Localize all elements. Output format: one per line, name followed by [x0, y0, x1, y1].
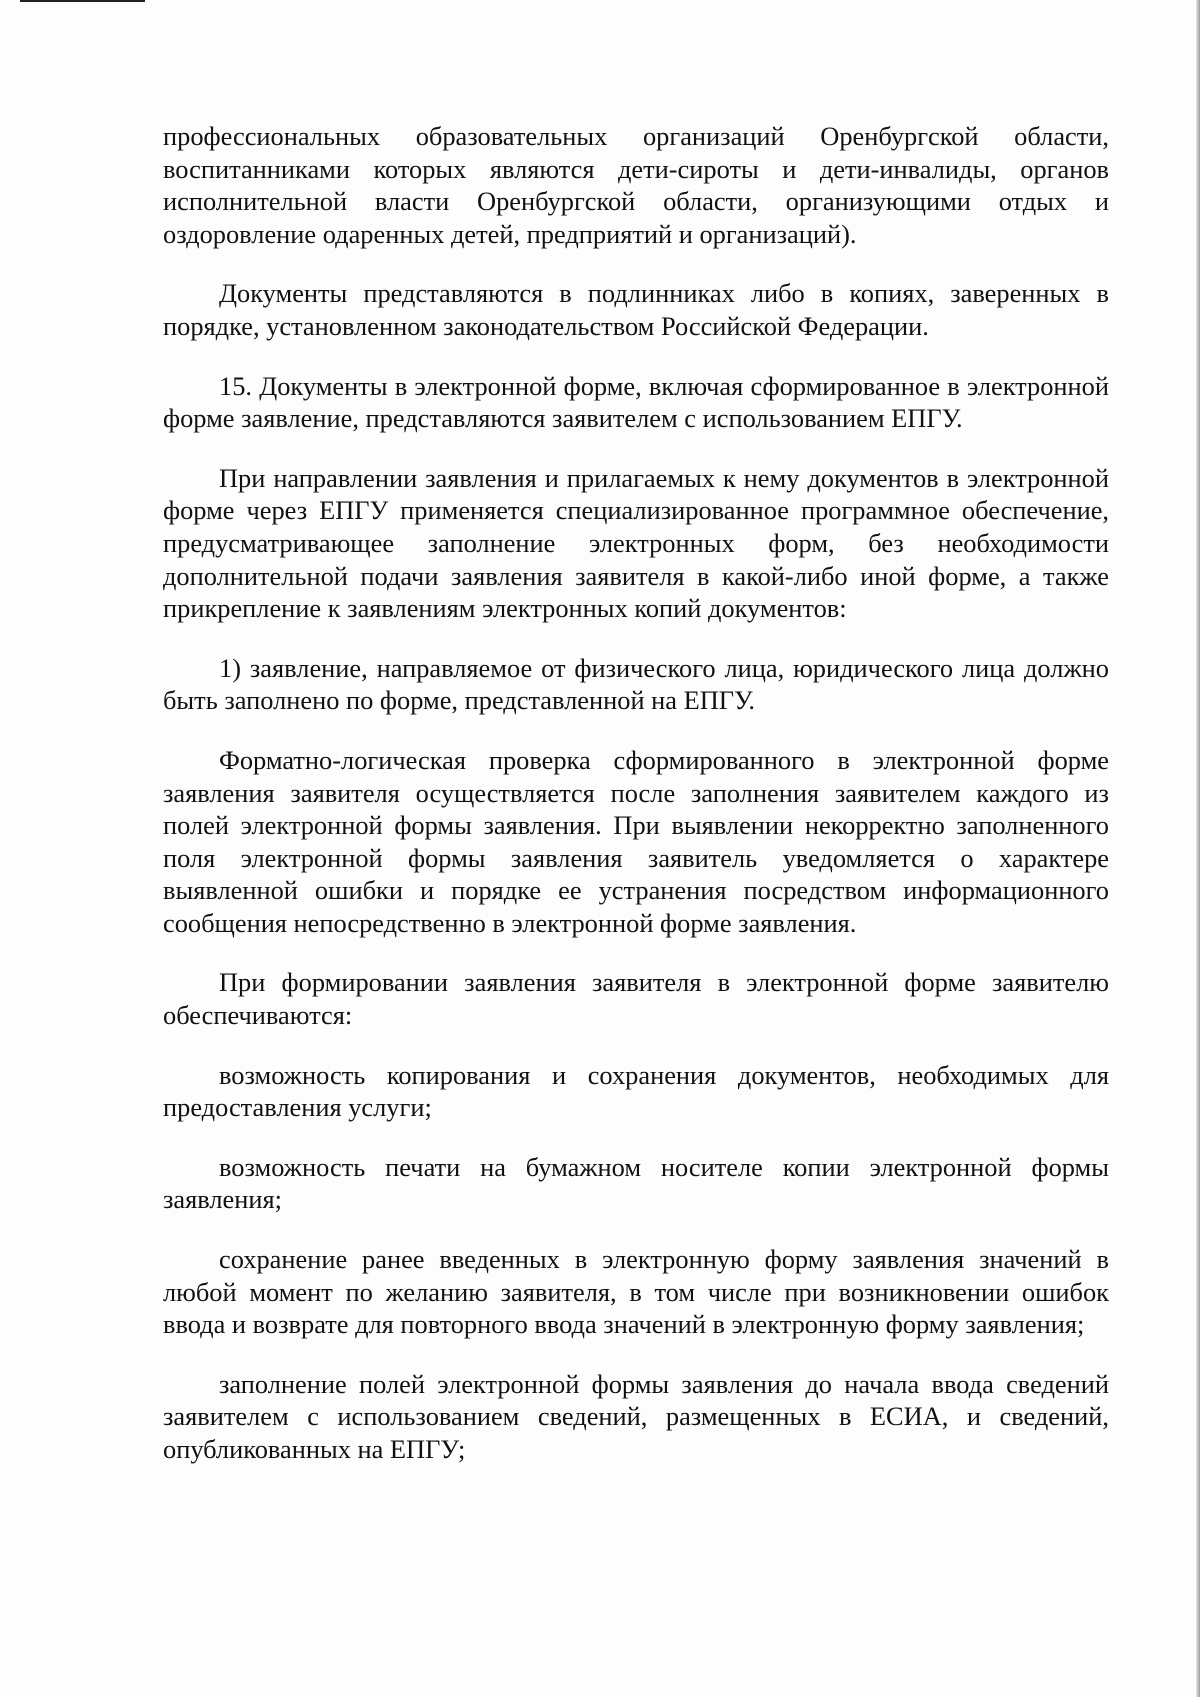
paragraph-format-check: Форматно-логическая проверка сформированного в электронной форме заявления заявителя осуществляется после заполнения заявителем каждого из полей электронной формы заявления. При выявлении некорректно заполненного поля электронной формы заявления заявитель уведомляется о характере выявленной ошибки и порядке ее устранения посредством информационного сообщения непосредственно в электронной форме заявления.	[163, 744, 1109, 938]
paragraph-epgu-submission: При направлении заявления и прилагаемых к нему документов в электронной форме через ЕПГУ применяется специализированное программное обеспечение, предусматривающее заполнение электронных форм, без необходимости дополнительной подачи заявления заявителя в какой-либо иной форме, а также прикрепление к заявлениям электронных копий документов:	[163, 462, 1109, 624]
paragraph-documents-originals: Документы представляются в подлинниках либо в копиях, заверенных в порядке, установленном законодательством Российской Федерации.	[163, 278, 1109, 341]
paragraph-provided-features: При формировании заявления заявителя в электронной форме заявителю обеспечиваются:	[163, 967, 1109, 1031]
scan-edge-mark	[20, 0, 145, 2]
paragraph-item-15: 15. Документы в электронной форме, включая сформированное в электронной форме заявление, представляются заявителем с использованием ЕПГУ.	[163, 370, 1109, 434]
list-item-print: возможность печати на бумажном носителе копии электронной формы заявления;	[163, 1151, 1109, 1215]
paragraph-subitem-1: 1) заявление, направляемое от физического лица, юридического лица должно быть заполнено по форме, представленной на ЕПГУ.	[163, 652, 1109, 716]
paragraph-continuation: профессиональных образовательных организаций Оренбургской области, воспитанниками которых являются дети-сироты и дети-инвалиды, органов исполнительной власти Оренбургской области, организующими отдых и оздоровление одаренных детей, предприятий и организаций).	[163, 121, 1109, 249]
scan-right-edge	[1196, 0, 1200, 1697]
list-item-save-values: сохранение ранее введенных в электронную форму заявления значений в любой момент по желанию заявителя, в том числе при возникновении ошибок ввода и возврате для повторного ввода значений в электронную форму заявления;	[163, 1244, 1109, 1340]
list-item-prefill: заполнение полей электронной формы заявления до начала ввода сведений заявителем с использованием сведений, размещенных в ЕСИА, и сведений, опубликованных на ЕПГУ;	[163, 1368, 1109, 1464]
document-body	[163, 120, 1109, 1493]
list-item-copy-save: возможность копирования и сохранения документов, необходимых для предоставления услуги;	[163, 1059, 1109, 1123]
